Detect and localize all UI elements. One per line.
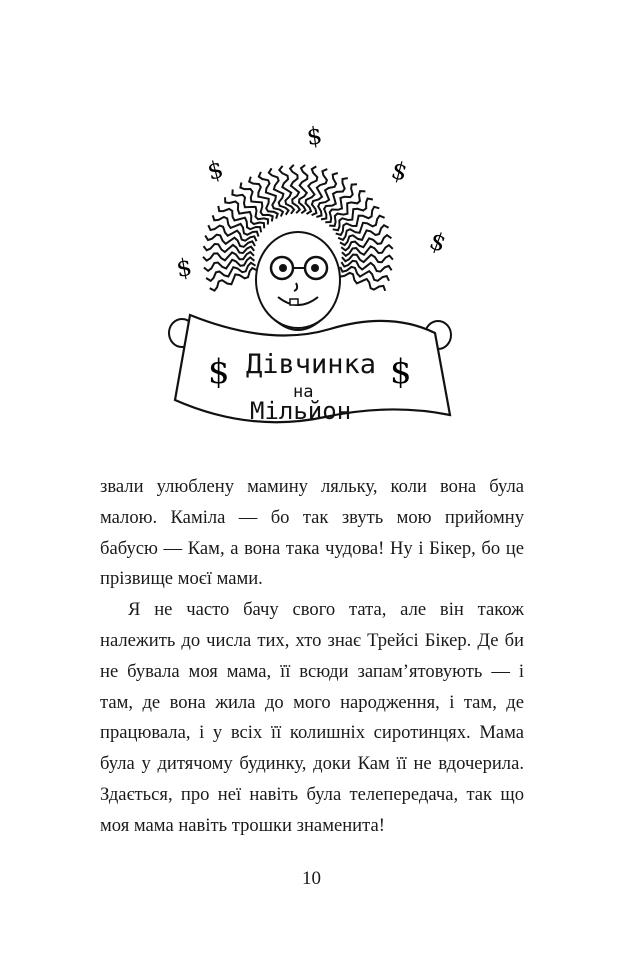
face <box>256 232 340 328</box>
paragraph-1: звали улюблену мамину ляльку, коли вона була малою. Каміла — бо так звуть мою прийомну бабусю — Кам, а вона така чудова! Ну і Бікер, бо це прізвище моєї мами. <box>100 476 524 590</box>
hair-strand <box>259 172 283 217</box>
page-number: 10 <box>302 868 321 889</box>
dollar-icon-upper-left: $ <box>204 154 227 186</box>
girl-illustration <box>150 115 490 455</box>
dollar-icon-right: $ <box>425 226 450 258</box>
hair-strand <box>218 206 261 232</box>
hair-strand <box>249 177 278 219</box>
banner-line-3: Мільйон <box>250 397 352 425</box>
banner-dollar-left: $ <box>208 352 230 392</box>
hair-strand <box>299 165 307 213</box>
banner-dollar-right: $ <box>390 352 412 392</box>
illustration-svg <box>150 115 490 455</box>
banner-line-2: на <box>293 382 314 402</box>
body-text <box>100 472 524 842</box>
hair-strand <box>342 255 393 263</box>
dollar-icon-upper-right: $ <box>388 155 411 187</box>
hair-strand <box>306 166 318 214</box>
dollar-icon-left: $ <box>174 252 195 283</box>
dollar-icon-top: $ <box>304 121 324 151</box>
hair-strand <box>336 207 380 235</box>
banner-line-1: Дівчинка <box>246 349 377 380</box>
paragraph-2: Я не часто бачу свого тата, але він також належить до числа тих, хто знає Трейсі Бікер. Де би не бувала моя мама, її всюди запам’ятовують — і там, де вона жила до мого народження, і там, де працювала, і у всіх її колишніх сиротинцях. Мама була у дитячому будинку, доки Кам її не вдочерила. Здається, про неї навіть була телепередача, так що моя мама навіть трошки знаменита! <box>100 599 524 836</box>
